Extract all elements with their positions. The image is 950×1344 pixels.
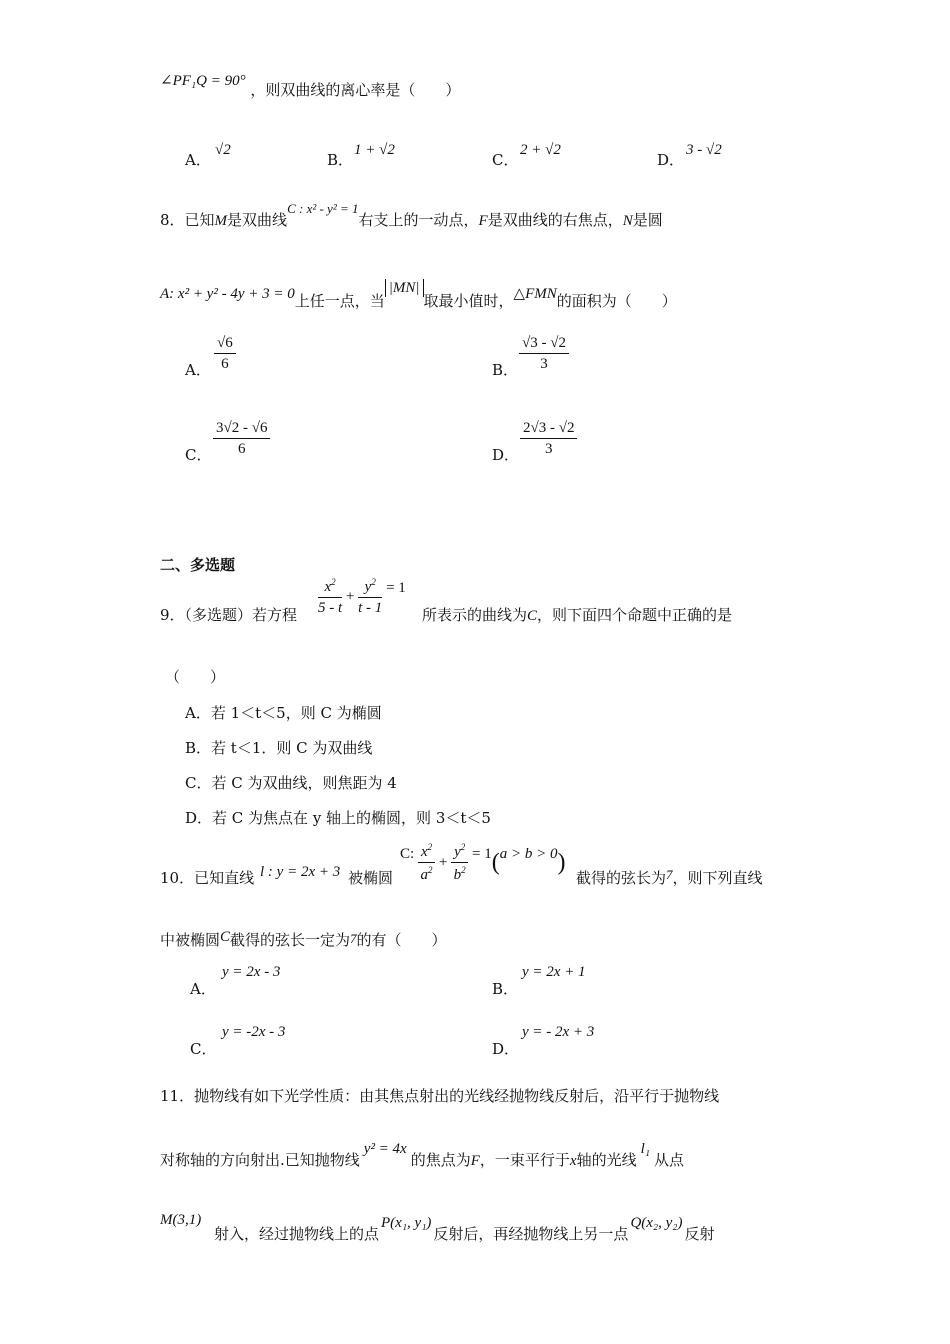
q10-option-a[interactable]: A． (190, 980, 216, 998)
q9-option-d[interactable]: D．若 C 为焦点在 y 轴上的椭圆，则 3＜t＜5 (185, 809, 491, 827)
q11-var-f: F (470, 1153, 480, 1169)
q11-point-p: P(x₁, y₁) (381, 1215, 432, 1231)
q8-option-d-fraction: $\frac{2√3 - √2}{3}$ (520, 420, 577, 458)
q11-line3: 射入，经过抛物线上的点P(x₁, y₁)反射后，再经抛物线上另一点Q(x₂, y₂)反射 (214, 1215, 715, 1243)
q10-option-b-expr: y = 2x + 1 (522, 964, 586, 980)
q8-circle-expr: A: x² + y² - 4y + 3 = 0 (160, 286, 295, 302)
q10-option-c-expr: y = -2x - 3 (222, 1024, 286, 1040)
q8-triangle-expr: △FMN (513, 286, 557, 302)
q9-line1: 9．（多选题）若方程 (160, 606, 298, 624)
q8-option-c-fraction: $\frac{3√2 - √6}{6}$ (213, 420, 270, 458)
q9-option-a[interactable]: A．若 1＜t＜5，则 C 为椭圆 (185, 704, 382, 722)
q9-line1-rest: 所表示的曲线为C，则下面四个命题中正确的是 (422, 606, 733, 624)
q9-var-c: C (527, 608, 538, 624)
q11-point-q: Q(x₂, y₂) (630, 1215, 683, 1231)
q7-option-a[interactable]: A． (185, 151, 211, 169)
q7-option-d-expr: 3 - √2 (686, 142, 722, 158)
q11-line1: 11．抛物线有如下光学性质：由其焦点射出的光线经抛物线反射后，沿平行于抛物线 (160, 1087, 720, 1105)
q9-answer-paren: （ ） (165, 668, 226, 686)
q8-var-m: M (214, 213, 228, 229)
q10-chord-length-2: 7 (350, 931, 357, 946)
q10-line-expr: l : y = 2x + 3 (260, 864, 341, 880)
q11-point-m: M(3,1) (160, 1212, 202, 1228)
q10-ellipse-expr: C: $\frac{x^2}{a^2}$ + $\frac{y^2}{b^2}$ = 1(a > b > 0) (400, 842, 566, 883)
q8-option-c[interactable]: C． (185, 446, 212, 464)
q8-option-b[interactable]: B． (492, 361, 519, 379)
q10-option-a-expr: y = 2x - 3 (222, 964, 281, 980)
q8-option-d[interactable]: D． (492, 446, 520, 464)
q7-option-b-expr: 1 + √2 (354, 142, 395, 158)
q8-hyperbola-expr: C : x² - y² = 1 (287, 201, 359, 216)
q7-option-c[interactable]: C． (492, 151, 519, 169)
q7-continuation (160, 73, 461, 101)
q8-option-a[interactable]: A． (185, 361, 211, 379)
q10-chord-length: 7 (666, 867, 673, 882)
q7-option-a-expr: √2 (215, 142, 231, 158)
q10-line1-mid: 被椭圆 (348, 869, 394, 887)
q11-light-ray-l1: l₁ (640, 1141, 650, 1157)
q10-line1-end: 截得的弦长为7，则下列直线 (576, 867, 763, 887)
q8-var-f: F (478, 213, 488, 229)
q11-var-x: x (569, 1153, 577, 1169)
q10-line1-start: 10．已知直线 (160, 869, 255, 887)
q10-var-c: C (220, 929, 231, 945)
q8-mn-abs: |MN| (385, 279, 424, 297)
section-title-multiple-choice: 二、多选题 (160, 556, 236, 574)
q10-option-d[interactable]: D． (492, 1040, 520, 1058)
q9-equation: $\frac{x^2}{5 - t}$ + $\frac{y^2}{t - 1}$ = 1 (318, 577, 406, 616)
q7-angle-expr: ∠PF₁Q = 90° (160, 73, 246, 89)
q11-parabola-expr: y² = 4x (363, 1141, 407, 1157)
q11-line2: 对称轴的方向射出.已知抛物线y² = 4x的焦点为F，一束平行于x轴的光线l₁从点 (160, 1141, 685, 1169)
q9-option-b[interactable]: B．若 t＜1．则 C 为双曲线 (185, 739, 373, 757)
q10-option-d-expr: y = - 2x + 3 (522, 1024, 595, 1040)
q9-option-c[interactable]: C．若 C 为双曲线，则焦距为 4 (185, 774, 397, 792)
q8-var-n: N (622, 213, 633, 229)
q7-option-d[interactable]: D． (657, 151, 685, 169)
q8-line1: 8．已知M是双曲线C : x² - y² = 1右支上的一动点，F是双曲线的右焦点，N是圆 (160, 201, 663, 229)
q7-option-b[interactable]: B． (327, 151, 354, 169)
q7-option-c-expr: 2 + √2 (520, 142, 561, 158)
q8-line2: A: x² + y² - 4y + 3 = 0上任一点，当|MN|取最小值时，△FMN的面积为（ ） (160, 280, 677, 310)
q8-option-a-fraction: $\frac{√6}{6}$ (214, 335, 236, 373)
q10-line2: 中被椭圆C截得的弦长一定为7的有（ ） (160, 929, 447, 949)
q8-option-b-fraction: $\frac{√3 - √2}{3}$ (519, 335, 569, 373)
q10-option-c[interactable]: C． (190, 1040, 217, 1058)
q10-option-b[interactable]: B． (492, 980, 519, 998)
q7-question-text: ，则双曲线的离心率是（ ） (250, 81, 461, 99)
